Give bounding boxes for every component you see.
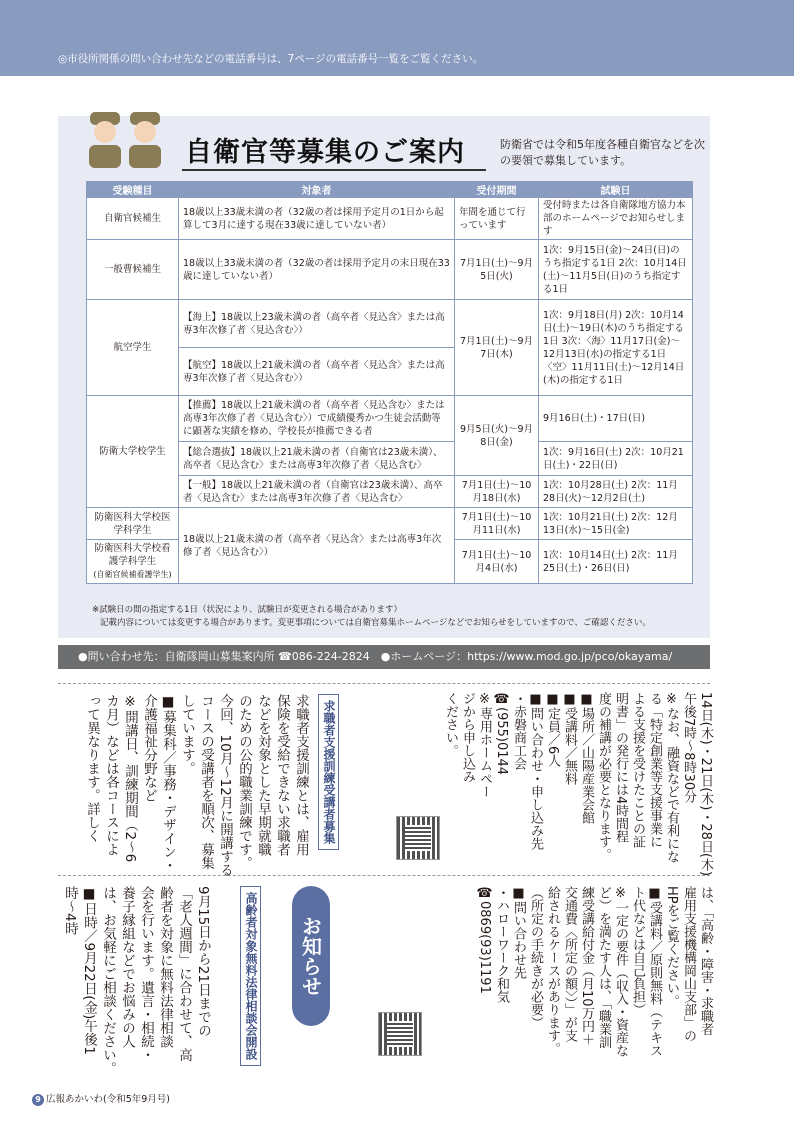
section-heading: 高齢者対象無料法律相談会開設 xyxy=(240,886,261,1066)
text-line: る「特定創業等支援事業に xyxy=(647,692,662,848)
table-header: 試験日 xyxy=(539,182,693,198)
text-line: 14日(木)・21日(木)・28日(木) xyxy=(698,692,713,877)
table-cell: 年間を通じて行っています xyxy=(455,198,539,240)
text-line: 「老人週間」に合わせて、高 xyxy=(176,886,192,1062)
table-header: 受験種目 xyxy=(87,182,179,198)
table-cell: 7月1日(土)～9月5日(火) xyxy=(455,240,539,300)
text-line: ■定員／6人 xyxy=(545,692,560,768)
table-cell: 1次：9月16日(土) 2次：10月21日(土)・22日(日) xyxy=(539,442,693,476)
table-cell: 【総合選抜】18歳以上21歳未満の者（自衛官は23歳未満）、高卒者〈見込含む〉または高専3年次修了者〈見込含む〉 xyxy=(179,442,455,476)
text-line: ※専用ホームペー xyxy=(477,692,492,798)
text-line: 練受講給付金（月10万円＋ xyxy=(579,886,594,1046)
text-line: ト代などは自己負担） xyxy=(630,886,645,1016)
table-cell: 1次：10月21日(土) 2次：12月13日(水)～15日(金) xyxy=(539,508,693,540)
table-cell: 18歳以上33歳未満の者（32歳の者は採用予定月の末日現在33歳に達していない者） xyxy=(179,240,455,300)
text-line: ■募集科／事務・デザイン・ xyxy=(160,694,176,872)
table-row xyxy=(87,300,693,348)
soldier-illustration-icon xyxy=(86,112,124,168)
table-cell: 航空学生 xyxy=(87,300,179,396)
table-footnote xyxy=(92,604,651,630)
text-line: って異なります。詳しく xyxy=(84,694,100,843)
text-line: ど）を満たす人は、「職業訓 xyxy=(596,886,611,1049)
table-cell: 【推薦】18歳以上21歳未満の者（高卒者〈見込含む〉または高専3年次修了者〈見込含む〉）で成績優秀かつ生徒会活動等に顕著な実績を修め、学校長が推薦できる者 xyxy=(179,396,455,442)
table-cell: 7月1日(土)～10月11日(水) xyxy=(455,508,539,540)
text-line: 会を行います。遺言・相続・ xyxy=(138,886,154,1062)
lower-right-column xyxy=(476,886,714,1066)
table-cell: 1次：9月18日(月) 2次：10月14日(土)～19日(木)のうち指定する1日 3次：〈海〉11月17日(金)～12月13日(水)の指定する1日 〈空〉11月11日(土)～12月14日(木)の指定する1日 xyxy=(539,300,693,396)
category-sub-label: (自衛官候補看護学生) xyxy=(93,570,172,579)
text-line: 度の補講が必要となります。 xyxy=(596,692,611,861)
top-bar xyxy=(0,0,794,76)
text-line: などを対象とした早期就職 xyxy=(255,694,271,856)
table-row xyxy=(87,508,693,540)
table-cell: 【一般】18歳以上21歳未満の者（自衛官は23歳未満）、高卒者〈見込含む〉または高専3年次修了者〈見込含む〉 xyxy=(179,476,455,508)
table-header: 対象者 xyxy=(179,182,455,198)
text-line: 雇用支援機構岡山支部」の xyxy=(681,886,696,1042)
category-label: 防衛医科大学校看護学科学生 xyxy=(94,543,171,567)
upper-left-column xyxy=(82,694,310,877)
table-cell: 1次：10月14日(土) 2次：11月25日(土)・26日(日) xyxy=(539,540,693,584)
text-line: ※一定の要件（収入・資産な xyxy=(613,886,628,1057)
page-number xyxy=(32,1091,170,1106)
page-label: 広報あかいわ(令和5年9月号) xyxy=(46,1094,171,1105)
divider xyxy=(58,683,710,684)
text-line: カ月）などは各コースによ xyxy=(103,694,119,856)
text-line: ■受講料／無料 xyxy=(562,692,577,785)
table-cell: 9月16日(土)・17日(日) xyxy=(539,396,693,442)
text-line: コースの受講者を順次、募集 xyxy=(198,694,214,870)
table-row xyxy=(87,198,693,240)
table-cell: 7月1日(土)～10月18日(水) xyxy=(455,476,539,508)
text-line: 給されるケースがあります。 xyxy=(545,886,560,1055)
soldier-illustration-icon xyxy=(126,112,164,168)
text-line: 保険を受給できない求職者 xyxy=(274,694,290,856)
top-note: ◎市役所関係の問い合わせ先などの電話番号は、7ページの電話番号一覧をご覧ください。 xyxy=(58,53,484,65)
table-cell: 7月1日(土)～9月7日(木) xyxy=(455,300,539,396)
text-line: ■場所／山陽産業会館 xyxy=(579,692,594,824)
text-line: 介護福祉分野など xyxy=(141,694,157,802)
table-row xyxy=(87,240,693,300)
qr-code[interactable] xyxy=(378,1012,422,1056)
notice-badge: お知らせ xyxy=(292,886,330,1026)
text-line: 養子縁組などでお悩みの人 xyxy=(119,886,135,1048)
table-cell: 自衛官候補生 xyxy=(87,198,179,240)
footnote-1: ※試験日の間の指定する1日（状況により、試験日が変更される場合があります） xyxy=(92,605,403,615)
text-line: HPをご覧ください。 xyxy=(664,886,679,1008)
title-underline xyxy=(182,169,486,171)
table-cell xyxy=(87,540,179,584)
text-line: ・赤磐商工会 xyxy=(511,692,526,770)
text-line: ☎(955)0144 xyxy=(494,692,509,776)
text-line: は、「高齢・障害・求職者 xyxy=(698,886,713,1036)
text-line: 齢者を対象に無料法律相談 xyxy=(157,886,173,1048)
page-number-badge: 9 xyxy=(32,1094,44,1106)
text-line: しています。 xyxy=(179,694,195,775)
table-cell: 18歳以上21歳未満の者（高卒者〈見込含〉または高専3年次修了者〈見込含む〉） xyxy=(179,508,455,584)
table-cell: 防衛医科大学校医学科学生 xyxy=(87,508,179,540)
table-cell: 9月5日(火)～9月8日(金) xyxy=(455,396,539,476)
lower-left-column xyxy=(60,886,212,1075)
text-line: のための公的職業訓練です。 xyxy=(236,694,252,870)
text-line: ☎0869(93)1191 xyxy=(477,886,492,994)
text-line: ジから申し込み xyxy=(460,692,475,783)
text-line: 求職者支援訓練とは、雇用 xyxy=(293,694,309,856)
recruit-description: 防衛省では令和5年度各種自衛官などを次の要領で募集しています。 xyxy=(500,138,705,167)
text-line: ください。 xyxy=(443,692,458,757)
table-row xyxy=(87,396,693,442)
divider xyxy=(58,875,710,876)
text-line: 時～4時 xyxy=(62,886,78,936)
text-line: ■問い合わせ・申し込み先 xyxy=(528,692,543,850)
table-header-row xyxy=(87,182,693,198)
table-header: 受付期間 xyxy=(455,182,539,198)
qr-code[interactable] xyxy=(396,816,440,860)
text-line: ■問い合わせ先 xyxy=(511,886,526,979)
text-line: 9月15日から21日までの xyxy=(195,886,211,1037)
contact-bar: ●問い合わせ先：自衛隊岡山募集案内所 ☎086-224-2824 ●ホームページ：https://www.mod.go.jp/pco/okayama/ xyxy=(58,645,710,669)
upper-right-column xyxy=(442,692,714,877)
text-line: ・ハローワーク和気 xyxy=(494,886,509,1003)
table-cell: 7月1日(土)～10月4日(水) xyxy=(455,540,539,584)
text-line: ※なお、融資などで有利にな xyxy=(664,692,679,863)
text-line: よる支援を受けたことの証 xyxy=(630,692,645,848)
text-line: ※開講日、訓練期間（2～6 xyxy=(122,694,138,863)
table-cell: 1次：9月15日(金)～24日(日)のうち指定する1日 2次：10月14日(土)～11月5日(日)のうち指定する1日 xyxy=(539,240,693,300)
section-heading: 求職者支援訓練受講者募集 xyxy=(318,694,339,850)
text-line: 今回、10月～12月に開講する xyxy=(217,694,233,877)
table-cell: 1次：10月28日(土) 2次：11月28日(火)～12月2日(土) xyxy=(539,476,693,508)
table-cell: 一般曹候補生 xyxy=(87,240,179,300)
recruit-table xyxy=(86,181,693,584)
table-cell: 【海上】18歳以上23歳未満の者（高卒者〈見込含〉または高専3年次修了者〈見込含む〉） xyxy=(179,300,455,348)
table-cell: 【航空】18歳以上21歳未満の者（高卒者〈見込含〉または高専3年次修了者〈見込含む〉） xyxy=(179,348,455,396)
text-line: （所定の手続きが必要） xyxy=(528,886,543,1029)
text-line: 明書」の発行には4時間程 xyxy=(613,692,628,844)
table-cell: 18歳以上33歳未満の者（32歳の者は採用予定月の1日から起算して3月に達する現在33歳に達していない者） xyxy=(179,198,455,240)
text-line: は、お気軽にご相談ください。 xyxy=(100,886,116,1075)
footnote-2: 記載内容については変更する場合があります。変更事項については自衛官募集ホームページなどでお知らせをしていますので、ご確認ください。 xyxy=(100,618,651,628)
table-cell: 受付時または各自衛隊地方協力本部のホームページでお知らせします xyxy=(539,198,693,240)
text-line: ■受講料／原則無料（テキス xyxy=(647,886,662,1057)
table-cell: 防衛大学校学生 xyxy=(87,396,179,508)
text-line: 交通費〈所定の額〉）」が支 xyxy=(562,886,577,1042)
text-line: ■日時／9月22日(金)午後1 xyxy=(81,886,97,1055)
page-title: 自衛官等募集のご案内 xyxy=(185,137,465,168)
text-line: 午後7時～8時30分 xyxy=(681,692,696,804)
